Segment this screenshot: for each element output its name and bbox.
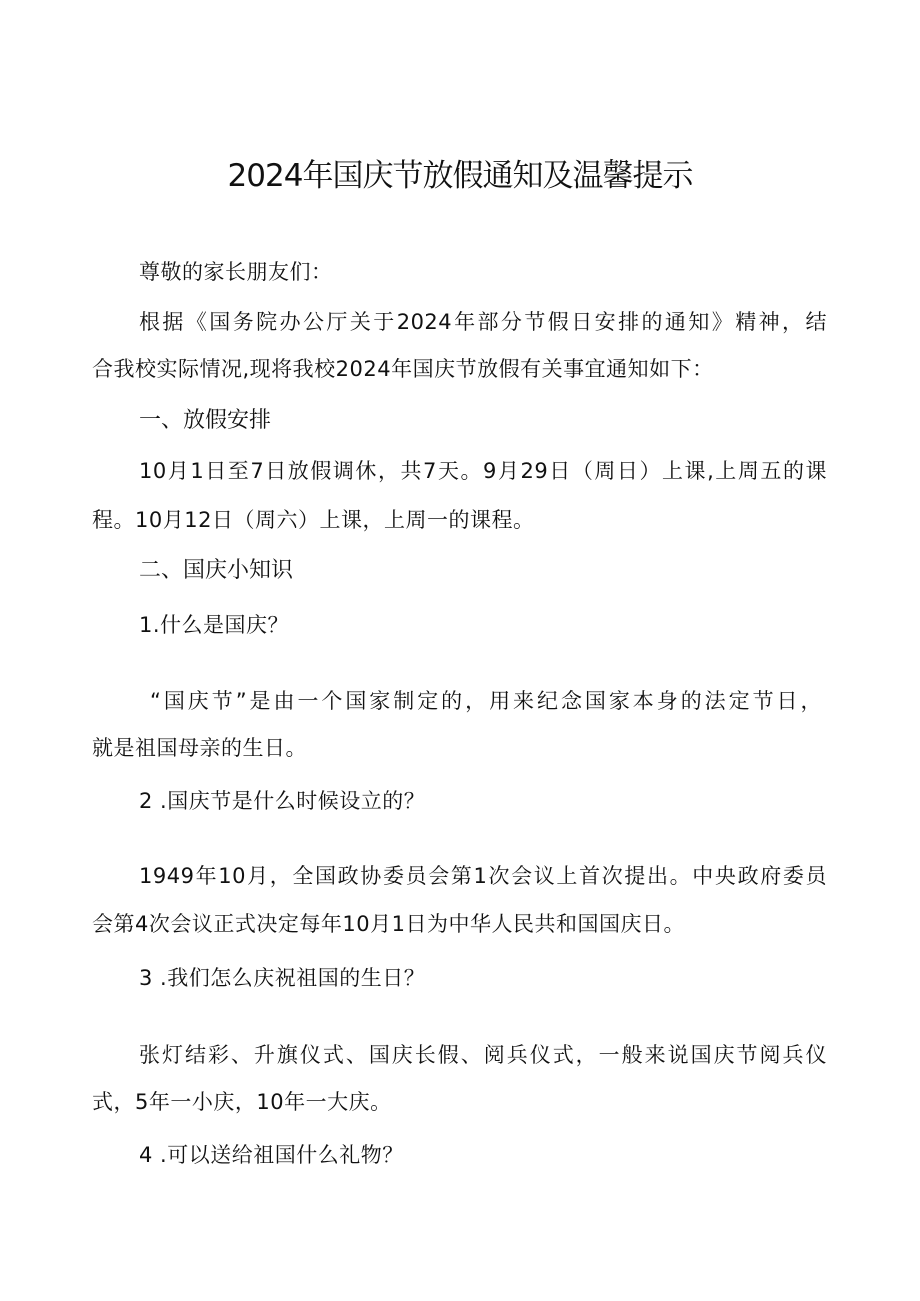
answer-3-line-2: 式，5年一小庆，10年一大庆。	[92, 1090, 392, 1114]
intro-line-2: 合我校实际情况,现将我校2024年国庆节放假有关事宜通知如下：	[92, 357, 714, 381]
section-1-line-2: 程。10月12日（周六）上课，上周一的课程。	[92, 508, 535, 532]
section-1-line-1: 10月1日至7日放假调休，共7天。9月29日（周日）上课,上周五的课	[139, 459, 827, 483]
question-1: 1.什么是国庆？	[139, 613, 290, 637]
intro-line-1: 根据《国务院办公厅关于2024年部分节假日安排的通知》精神，结	[139, 310, 827, 334]
question-4: 4 .可以送给祖国什么礼物？	[139, 1143, 404, 1167]
section-2-heading: 二、国庆小知识	[139, 558, 294, 583]
question-2: 2 .国庆节是什么时候设立的？	[139, 789, 426, 813]
greeting: 尊敬的家长朋友们：	[139, 260, 333, 284]
answer-1-line-2: 就是祖国母亲的生日。	[92, 736, 307, 760]
answer-2-line-2: 会第4次会议正式决定每年10月1日为中华人民共和国国庆日。	[92, 912, 685, 936]
question-3: 3 .我们怎么庆祝祖国的生日？	[139, 966, 426, 990]
answer-1-line-1: “国庆节”是由一个国家制定的，用来纪念国家本身的法定节日，	[150, 689, 822, 713]
answer-3-line-1: 张灯结彩、升旗仪式、国庆长假、阅兵仪式，一般来说国庆节阅兵仪	[139, 1043, 827, 1067]
document-title: 2024年国庆节放假通知及温馨提示	[227, 158, 693, 194]
answer-2-line-1: 1949年10月，全国政协委员会第1次会议上首次提出。中央政府委员	[139, 864, 827, 888]
section-1-heading: 一、放假安排	[139, 408, 272, 433]
